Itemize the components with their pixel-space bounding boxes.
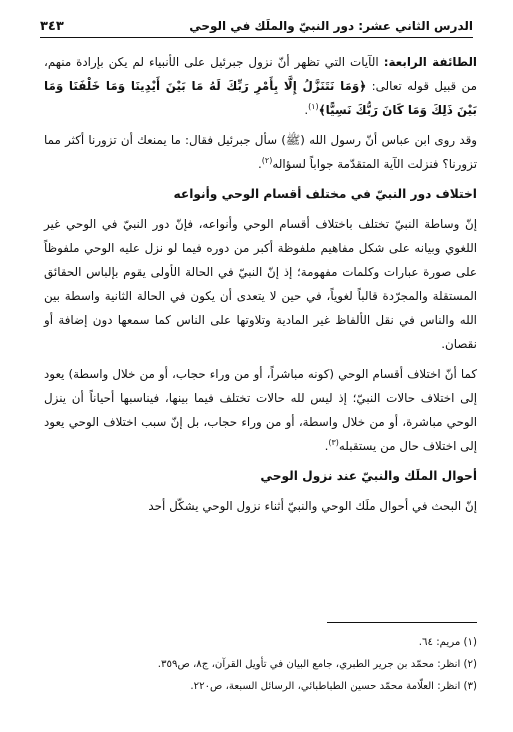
paragraph-1-end: .	[304, 103, 309, 117]
header-title: الدرس الثاني عشر: دور النبيّ والملَك في الوحي	[189, 19, 473, 33]
header-rule	[40, 37, 473, 38]
footnote-2: (٢) انظر: محمّد بن جرير الطبري، جامع البيان في تأويل القرآن، ج٨، ص٣٥٩.	[157, 659, 477, 670]
section-heading-1: اختلاف دور النبيّ في مختلف أقسام الوحي وأنواعه	[173, 187, 477, 201]
footnote-3: (٣) انظر: العلّامة محمّد حسين الطباطبائي، الرسائل السبعة، ص٢٢٠.	[190, 681, 477, 692]
paragraph-2	[44, 128, 477, 176]
paragraph-5	[44, 494, 477, 518]
paragraph-4	[44, 362, 477, 458]
paragraph-3-text: إنّ وساطة النبيّ تختلف باختلاف أقسام الوحي وأنواعه، فإنّ دور النبيّ في الوحي غير اللغوي وبيانه على شكل مفاهيم ملفوظة أكبر من دوره فيما لو نزل عليه الوحي ملفوظاً على صورة عبارات وكلمات مفهومة؛ إذ إنّ النبيّ في الحالة الأولى يقوم بإلباس الحقائق المستقلة والمجرّدة قالباً لغوياً، في حين لا يتعدى أن يكون في الحالة الثانية واسطة بين الله والناس في نقل الألفاظ غير المادية وتلاوتها على الناس كما سمعها دون إضافة أو نقصان.	[44, 217, 477, 351]
running-header	[40, 14, 473, 38]
paragraph-2-end: .	[258, 157, 262, 171]
paragraph-2-text: وقد روى ابن عباس أنّ رسول الله (ﷺ) سأل جبرئيل فقال: ما يمنعك أن تزورنا أكثر مما تزورنا؟ فنزلت الآية المتقدّمة جواباً لسؤاله	[44, 133, 477, 171]
paragraph-1	[44, 50, 477, 122]
footnote-rule	[327, 622, 477, 623]
paragraph-4-end: .	[324, 439, 329, 453]
quran-verse: ﴿وَمَا نَتَنَزَّلُ إِلَّا بِأَمْرِ رَبِّكَ لَهُ مَا بَيْنَ أَيْدِينَا وَمَا خَلْفَنَا وَمَا بَيْنَ ذَلِكَ وَمَا كَانَ رَبُّكَ نَسِيًّا﴾	[44, 79, 477, 117]
footnote-ref-1: (١)	[308, 102, 319, 112]
footnotes	[44, 632, 477, 698]
footnote-ref-3: (٣)	[328, 438, 339, 448]
section-heading-2: أحوال الملَك والنبيّ عند نزول الوحي	[260, 469, 477, 483]
paragraph-4-text: كما أنّ اختلاف أقسام الوحي (كونه مباشراً، أو من وراء حجاب، أو من خلال واسطة) يعود إلى اختلاف حالات النبيّ؛ إذ ليس لله حالات تختلف فيما بينها، فيناسبها أحياناً أن ينزل الوحي مباشرة، أو من خلال واسطة، أو من وراء حجاب، بل إنّ سبب اختلاف الوحي يعود إلى اختلاف حال من يستقبله	[44, 367, 477, 453]
paragraph-3	[44, 212, 477, 356]
footnote-1: (١) مريم: ٦٤.	[418, 637, 477, 648]
page-number: ٣٤٣	[40, 18, 64, 34]
paragraph-5-text: إنّ البحث في أحوال ملَك الوحي والنبيّ أثناء نزول الوحي يشكّل أحد	[148, 499, 477, 513]
footnote-ref-2: (٢)	[261, 156, 273, 166]
paragraph-1-lead: الطائفة الرابعة:	[383, 55, 477, 69]
paragraph-1-text: الآيات التي تظهر أنّ نزول جبرئيل على الأنبياء لم يكن بإرادة منهم، من قبيل قوله تعالى:	[44, 55, 477, 93]
body-text	[44, 50, 477, 524]
